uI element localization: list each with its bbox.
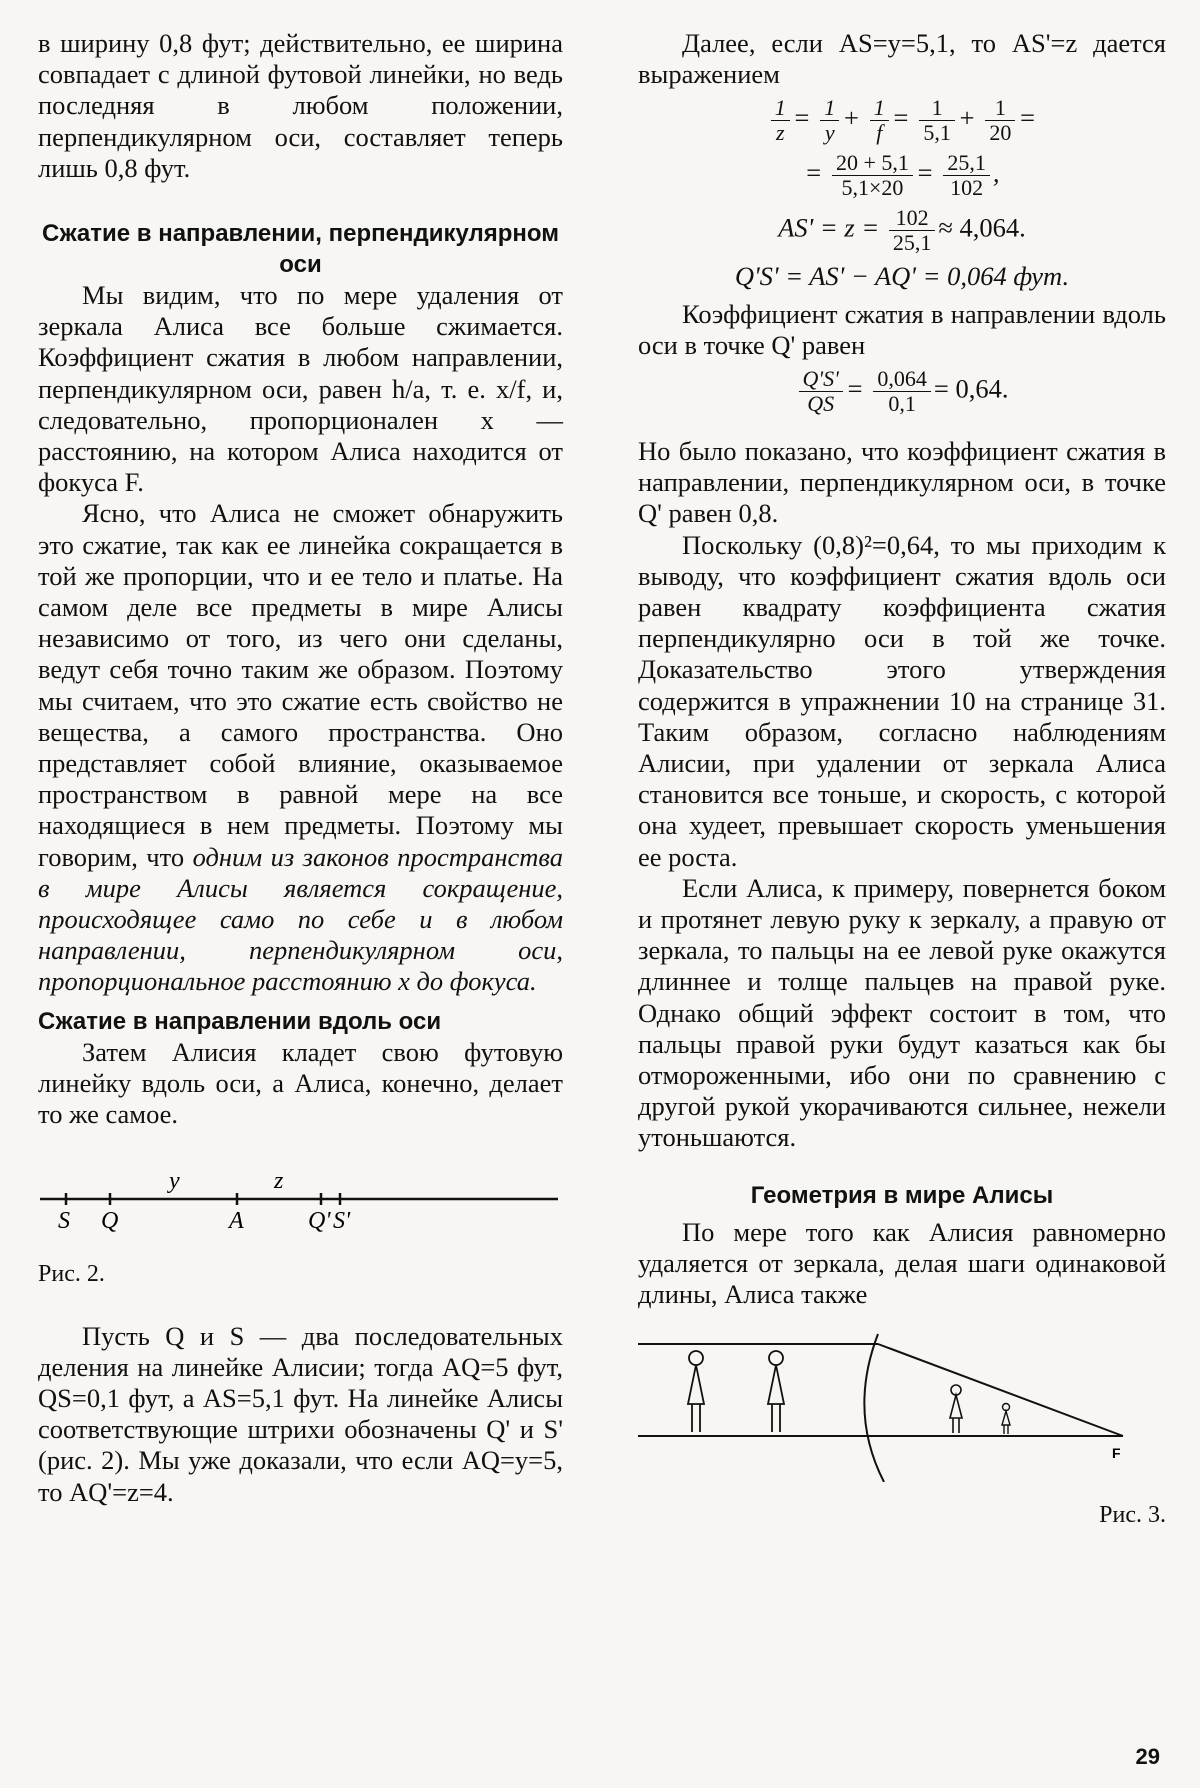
alice-figure-2	[1002, 1404, 1010, 1435]
figure-2-caption: Рис. 2.	[38, 1261, 105, 1288]
paragraph-intro: в ширину 0,8 фут; действительно, ее ширина совпадает с длиной футовой линейки, но ведь последняя в любом положении, перпендикулярном оси, составляет теперь лишь 0,8 фут.	[38, 28, 563, 183]
paragraph-perpendicular-1: Мы видим, что по мере удаления от зеркала Алиса все больше сжимается. Коэффициент сжатия в любом направлении, перпендикулярном оси, равен h/a, т. е. x/f, и, следовательно, пропорционален x — расстоянию, на котором Алиса находится от фокуса F.	[38, 280, 563, 498]
equation-as-prime: AS' = z = $\frac{102}{25,1}$ ≈ 4,064.	[778, 205, 1026, 256]
space-law-statement: одним из законов пространства в мире Алисы является сокращение, происходящее само по себе и в любом направлении, перпендикулярном оси, пропорциональное расстоянию x до фокуса.	[38, 841, 563, 997]
label-z: z	[274, 1168, 284, 1195]
label-S: S	[58, 1208, 70, 1235]
alisia-figure-2	[768, 1351, 784, 1432]
paragraph-perpendicular-2	[38, 498, 563, 997]
page-number: 29	[1135, 1744, 1160, 1769]
paragraph-perpendicular-2-text: Ясно, что Алиса не сможет обнаружить это сжатие, так как ее линейка сокращается в той же пропорции, что и ее тело и платье. На самом деле все предметы в мире Алисы независимо от того, из чего они сделаны, ведут себя точно таким же образом. Поэтому мы считаем, что это сжатие есть свойство не вещества, а самого пространства. Оно представляет собой влияние, оказываемое пространством в равной мере на все находящиеся в нем предметы. Поэтому мы говорим, что	[38, 498, 563, 872]
label-Q: Q	[101, 1208, 119, 1235]
right-column	[638, 28, 1166, 1532]
label-S-prime: S'	[333, 1208, 351, 1235]
figure-3-shrinking-figures	[638, 1332, 1166, 1482]
paragraph-definitions: Пусть Q и S — два последовательных деления на линейке Алисии; тогда AQ=5 фут, QS=0,1 фут, а AS=5,1 фут. На линейке Алисы соответствующие штрихи обозначены Q' и S' (рис. 2). Мы уже доказали, что если AQ=y=5, то AQ'=z=4.	[38, 1320, 563, 1507]
paragraph-geometry: По мере того как Алисия равномерно удаляется от зеркала, делая шаги одинаковой длины, Алиса также	[638, 1216, 1166, 1310]
paragraph-since: Поскольку (0,8)²=0,64, то мы приходим к выводу, что коэффициент сжатия вдоль оси равен квадрату коэффициента сжатия перпендикулярно оси в той же точке. Доказательство этого утверждения содержится в упражнении 10 на странице 31. Таким образом, согласно наблюдениям Алисии, при удалении от зеркала Алиса становится все тоньше, и скорость, с которой она худеет, превышает скорость уменьшения ее роста.	[638, 529, 1166, 872]
mirror-curve	[864, 1334, 884, 1482]
heading-geometry: Геометрия в мире Алисы	[750, 1181, 1054, 1209]
label-focus-F: F	[1112, 1445, 1121, 1462]
heading-along-axis-compression: Сжатие в направлении вдоль оси	[38, 1007, 442, 1035]
label-Q-prime: Q'	[308, 1208, 331, 1235]
equation-qs-prime: Q'S' = AS' − AQ' = 0,064 фут.	[734, 261, 1070, 292]
left-column	[38, 28, 563, 1508]
paragraph-if: Если Алиса, к примеру, повернется боком и протянет левую руку к зеркалу, а правую от зеркала, то пальцы на ее левой руке окажутся длиннее и толще пальцев на правой руке. Однако общий эффект состоит в том, что пальцы правой руки будут казаться как бы отмороженными, ибо они по сравнению с другой рукой укорачиваются сильнее, нежели утоньшаются.	[638, 872, 1166, 1153]
alice-figure-1	[950, 1385, 962, 1433]
equation-ratio: $\frac{Q'S'}{QS}$ = $\frac{0,064}{0,1}$ = 0,64.	[638, 367, 1166, 416]
equation-lens-sum: $\frac{1}{z}$ = $\frac{1}{y}$ + $\frac{1}{f}$ = $\frac{1}{5,1}$ + $\frac{1}{20}$ =	[638, 96, 1166, 145]
figure-3-caption: Рис. 3.	[1099, 1502, 1166, 1529]
convergence-line	[878, 1344, 1123, 1436]
label-y: y	[169, 1168, 180, 1195]
figure-2-ruler-diagram	[38, 1144, 563, 1259]
alisia-figure-1	[688, 1351, 704, 1432]
equation-lens-result: = $\frac{20 + 5,1}{5,1\times 20}$ = $\frac{25,1}{102}$ ,	[804, 150, 1000, 201]
paragraph-coefficient: Коэффициент сжатия в направлении вдоль оси в точке Q' равен	[638, 298, 1166, 360]
paragraph-shown: Но было показано, что коэффициент сжатия в направлении, перпендикулярном оси, в точке Q' равен 0,8.	[638, 436, 1166, 529]
label-A: A	[229, 1208, 244, 1235]
paragraph-next: Далее, если AS=y=5,1, то AS'=z дается выражением	[638, 28, 1166, 90]
paragraph-along-axis: Затем Алисия кладет свою футовую линейку вдоль оси, а Алиса, конечно, делает то же самое.	[38, 1036, 563, 1130]
heading-perpendicular-compression: Сжатие в направлении, перпендикулярном оси	[41, 220, 559, 279]
